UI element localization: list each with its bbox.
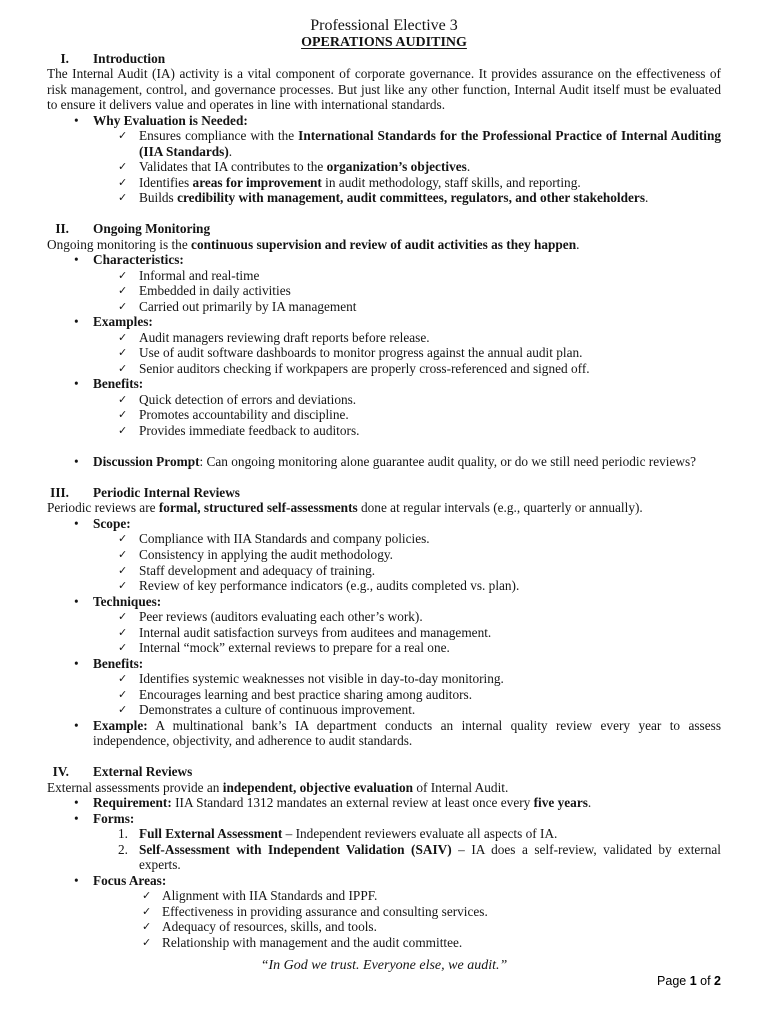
bullet-icon: • xyxy=(74,655,79,671)
item-text: – Independent reviewers evaluate all aspects of IA. xyxy=(282,826,558,842)
check-item xyxy=(47,407,721,423)
bullet-label: Forms: xyxy=(93,810,135,826)
bullet-icon: • xyxy=(74,112,79,128)
section-heading-introduction xyxy=(47,51,721,67)
bullet-icon: • xyxy=(74,795,79,811)
document-title: OPERATIONS AUDITING xyxy=(301,34,467,50)
check-text: Builds xyxy=(139,190,178,206)
check-text: Informal and real-time xyxy=(139,267,260,283)
bullet-icon: • xyxy=(74,593,79,609)
paragraph-text-bold: independent, objective evaluation xyxy=(222,779,414,795)
bullet-item-discussion-prompt xyxy=(47,454,721,470)
section-numeral: IV. xyxy=(52,764,69,780)
check-item xyxy=(47,531,721,547)
check-icon: ✓ xyxy=(118,160,128,174)
item-number: 1. xyxy=(118,826,128,842)
bullet-label: Requirement: xyxy=(93,795,172,811)
check-item xyxy=(47,609,721,625)
paragraph-text: Periodic reviews are xyxy=(47,500,159,516)
bullet-label: Example: xyxy=(93,717,148,733)
page-label: Page xyxy=(657,974,690,988)
bullet-item-why-evaluation xyxy=(47,113,721,129)
check-icon: ✓ xyxy=(142,920,152,934)
section-numeral: I. xyxy=(60,50,69,66)
bullet-text: . xyxy=(587,795,592,811)
check-icon: ✓ xyxy=(118,423,128,437)
section-title: Periodic Internal Reviews xyxy=(93,484,240,500)
bullet-label: Characteristics: xyxy=(93,252,184,268)
check-item xyxy=(47,159,721,175)
check-icon: ✓ xyxy=(118,284,128,298)
check-text: Encourages learning and best practice sharing among auditors. xyxy=(139,686,473,702)
section-heading-ongoing-monitoring xyxy=(47,221,721,237)
check-item xyxy=(47,563,721,579)
blank-line xyxy=(47,206,721,222)
intro-paragraph xyxy=(47,500,721,516)
numbered-item xyxy=(47,826,721,842)
check-item xyxy=(47,330,721,346)
check-text: Senior auditors checking if workpapers are properly cross-referenced and signed off. xyxy=(139,360,590,376)
bullet-item-benefits xyxy=(47,656,721,672)
check-item xyxy=(47,625,721,641)
bullet-icon: • xyxy=(74,453,79,469)
check-icon: ✓ xyxy=(118,330,128,344)
check-text: Validates that IA contributes to the xyxy=(139,159,327,175)
section-title: Ongoing Monitoring xyxy=(93,221,211,237)
check-item xyxy=(47,547,721,563)
check-text-bold: areas for improvement xyxy=(192,174,322,190)
bullet-item-requirement xyxy=(47,795,721,811)
check-item xyxy=(47,640,721,656)
check-icon: ✓ xyxy=(118,392,128,406)
closing-quote: “In God we trust. Everyone else, we audit.” xyxy=(260,958,508,974)
paragraph-text-bold: formal, structured self-assessments xyxy=(158,500,358,516)
check-text: Use of audit software dashboards to monitor progress against the annual audit plan. xyxy=(139,345,583,361)
bullet-item-example xyxy=(47,718,721,749)
item-number: 2. xyxy=(118,841,128,857)
check-item xyxy=(47,268,721,284)
check-text-bold: organization’s objectives xyxy=(326,159,467,175)
check-icon: ✓ xyxy=(118,563,128,577)
check-text: Embedded in daily activities xyxy=(139,283,291,299)
check-icon: ✓ xyxy=(118,548,128,561)
bullet-text: IIA Standard 1312 mandates an external review at least once every xyxy=(171,795,534,811)
check-text: Internal “mock” external reviews to prepare for a real one. xyxy=(139,640,450,656)
page-number xyxy=(657,973,721,989)
bullet-icon: • xyxy=(74,376,79,392)
bullet-item-benefits xyxy=(47,376,721,392)
check-icon: ✓ xyxy=(142,889,152,903)
check-item xyxy=(47,671,721,687)
check-text: . xyxy=(645,190,649,206)
intro-paragraph xyxy=(47,780,721,796)
check-text: Provides immediate feedback to auditors. xyxy=(139,422,360,438)
bullet-text-bold: five years xyxy=(533,795,588,811)
check-icon: ✓ xyxy=(118,175,128,189)
check-text: Compliance with IIA Standards and company policies. xyxy=(139,531,430,547)
check-text: Alignment with IIA Standards and IPPF. xyxy=(162,888,378,904)
current-page: 1 xyxy=(689,974,697,988)
bullet-label: Examples: xyxy=(93,314,153,330)
item-text: – IA does a self-review, validated by external experts. xyxy=(139,841,721,873)
bullet-item-scope xyxy=(47,516,721,532)
check-text: Adequacy of resources, skills, and tools. xyxy=(162,919,377,935)
blank-line xyxy=(47,438,721,454)
of-label: of xyxy=(696,974,715,988)
bullet-label: Why Evaluation is Needed: xyxy=(93,112,248,128)
check-text: . xyxy=(228,143,233,159)
item-title: Self-Assessment with Independent Validation (SAIV) xyxy=(139,841,452,857)
intro-paragraph xyxy=(47,237,721,253)
bullet-icon: • xyxy=(74,810,79,826)
bullet-icon: • xyxy=(74,515,79,531)
check-text: Quick detection of errors and deviations. xyxy=(139,391,357,407)
check-icon: ✓ xyxy=(118,687,128,701)
check-icon: ✓ xyxy=(118,129,128,143)
check-icon: ✓ xyxy=(118,579,128,593)
bullet-label: Focus Areas: xyxy=(93,872,167,888)
blank-line xyxy=(47,469,721,485)
check-item xyxy=(47,935,721,951)
check-text: Identifies systemic weaknesses not visible in day-to-day monitoring. xyxy=(139,671,504,687)
check-item xyxy=(47,687,721,703)
bullet-text: A multinational bank’s IA department conducts an internal quality review every year to assess independence, objectivity, and adherence to audit standards. xyxy=(93,717,721,749)
check-icon: ✓ xyxy=(118,532,128,546)
bullet-icon: • xyxy=(74,252,79,268)
check-text-bold: credibility with management, audit committees, regulators, and other stakeholders xyxy=(177,190,646,206)
check-text: Audit managers reviewing draft reports before release. xyxy=(139,329,430,345)
check-text: Ensures compliance with the xyxy=(139,128,299,144)
check-text: Staff development and adequacy of training. xyxy=(139,562,376,578)
bullet-label: Techniques: xyxy=(93,593,162,609)
section-title: Introduction xyxy=(93,50,166,66)
bullet-label: Benefits: xyxy=(93,376,144,392)
check-icon: ✓ xyxy=(118,346,128,360)
check-item xyxy=(47,175,721,191)
check-icon: ✓ xyxy=(118,408,128,422)
paragraph-text: Ongoing monitoring is the xyxy=(47,236,192,252)
bullet-item-focus-areas xyxy=(47,873,721,889)
paragraph-text: of Internal Audit. xyxy=(413,779,509,795)
paragraph-text: . xyxy=(576,236,580,252)
document-page xyxy=(47,17,721,975)
paragraph-text-bold: continuous supervision and review of audit activities as they happen xyxy=(191,236,577,252)
intro-paragraph xyxy=(47,66,721,113)
check-item xyxy=(47,392,721,408)
bullet-label: Discussion Prompt xyxy=(93,453,200,469)
bullet-icon: • xyxy=(74,717,79,733)
check-item xyxy=(47,345,721,361)
check-icon: ✓ xyxy=(118,703,128,717)
check-text-bold: International Standards for the Professional Practice of Internal Auditing (IIA Standards) xyxy=(139,128,721,159)
check-text: Identifies xyxy=(139,174,193,190)
check-item xyxy=(47,904,721,920)
check-icon: ✓ xyxy=(118,610,128,624)
check-item xyxy=(47,702,721,718)
bullet-text: : Can ongoing monitoring alone guarantee audit quality, or do we still need periodic reviews? xyxy=(199,453,697,469)
bullet-label: Benefits: xyxy=(93,655,144,671)
check-text: Consistency in applying the audit methodology. xyxy=(139,547,393,562)
blank-line xyxy=(47,749,721,765)
check-icon: ✓ xyxy=(118,191,128,205)
bullet-item-characteristics xyxy=(47,252,721,268)
check-item xyxy=(47,919,721,935)
section-numeral: III. xyxy=(50,484,69,500)
check-text: . xyxy=(466,159,471,175)
check-text: Demonstrates a culture of continuous improvement. xyxy=(139,702,416,718)
total-pages: 2 xyxy=(714,974,721,988)
bullet-item-techniques xyxy=(47,594,721,610)
bullet-item-examples xyxy=(47,314,721,330)
numbered-item xyxy=(47,842,721,873)
check-text: Carried out primarily by IA management xyxy=(139,298,357,314)
check-icon: ✓ xyxy=(118,299,128,313)
check-icon: ✓ xyxy=(118,641,128,655)
check-icon: ✓ xyxy=(118,361,128,375)
check-item xyxy=(47,361,721,377)
section-numeral: II. xyxy=(55,221,69,237)
check-item xyxy=(47,299,721,315)
check-item xyxy=(47,283,721,299)
check-text: in audit methodology, staff skills, and reporting. xyxy=(321,174,581,190)
bullet-icon: • xyxy=(74,872,79,888)
paragraph-text: done at regular intervals (e.g., quarterly or annually). xyxy=(357,500,643,516)
check-item xyxy=(47,190,721,206)
bullet-label: Scope: xyxy=(93,515,131,531)
check-item xyxy=(47,128,721,159)
check-text: Peer reviews (auditors evaluating each other’s work). xyxy=(139,609,423,625)
check-text: Effectiveness in providing assurance and consulting services. xyxy=(162,903,488,919)
check-item xyxy=(47,423,721,439)
course-label: Professional Elective 3 xyxy=(310,16,458,34)
check-item xyxy=(47,888,721,904)
section-heading-external-reviews xyxy=(47,764,721,780)
item-title: Full External Assessment xyxy=(139,826,283,842)
check-text: Promotes accountability and discipline. xyxy=(139,407,349,423)
paragraph-text: The Internal Audit (IA) activity is a vital component of corporate governance. It provides assurance on the effectiveness of risk management, control, and governance processes. But just like any other function, Internal Audit itself must be evaluated to ensure it delivers value and operates in line with international standards. xyxy=(47,66,721,113)
check-icon: ✓ xyxy=(142,904,152,918)
bullet-item-forms xyxy=(47,811,721,827)
section-heading-periodic-internal-reviews xyxy=(47,485,721,501)
section-title: External Reviews xyxy=(93,764,193,780)
bullet-icon: • xyxy=(74,314,79,330)
check-icon: ✓ xyxy=(118,672,128,686)
check-icon: ✓ xyxy=(142,935,152,949)
check-icon: ✓ xyxy=(118,625,128,639)
check-icon: ✓ xyxy=(118,268,128,282)
check-text: Relationship with management and the audit committee. xyxy=(162,934,463,950)
check-item xyxy=(47,578,721,594)
check-text: Review of key performance indicators (e.g., audits completed vs. plan). xyxy=(139,578,520,594)
paragraph-text: External assessments provide an xyxy=(47,779,223,795)
check-text: Internal audit satisfaction surveys from auditees and management. xyxy=(139,624,492,640)
